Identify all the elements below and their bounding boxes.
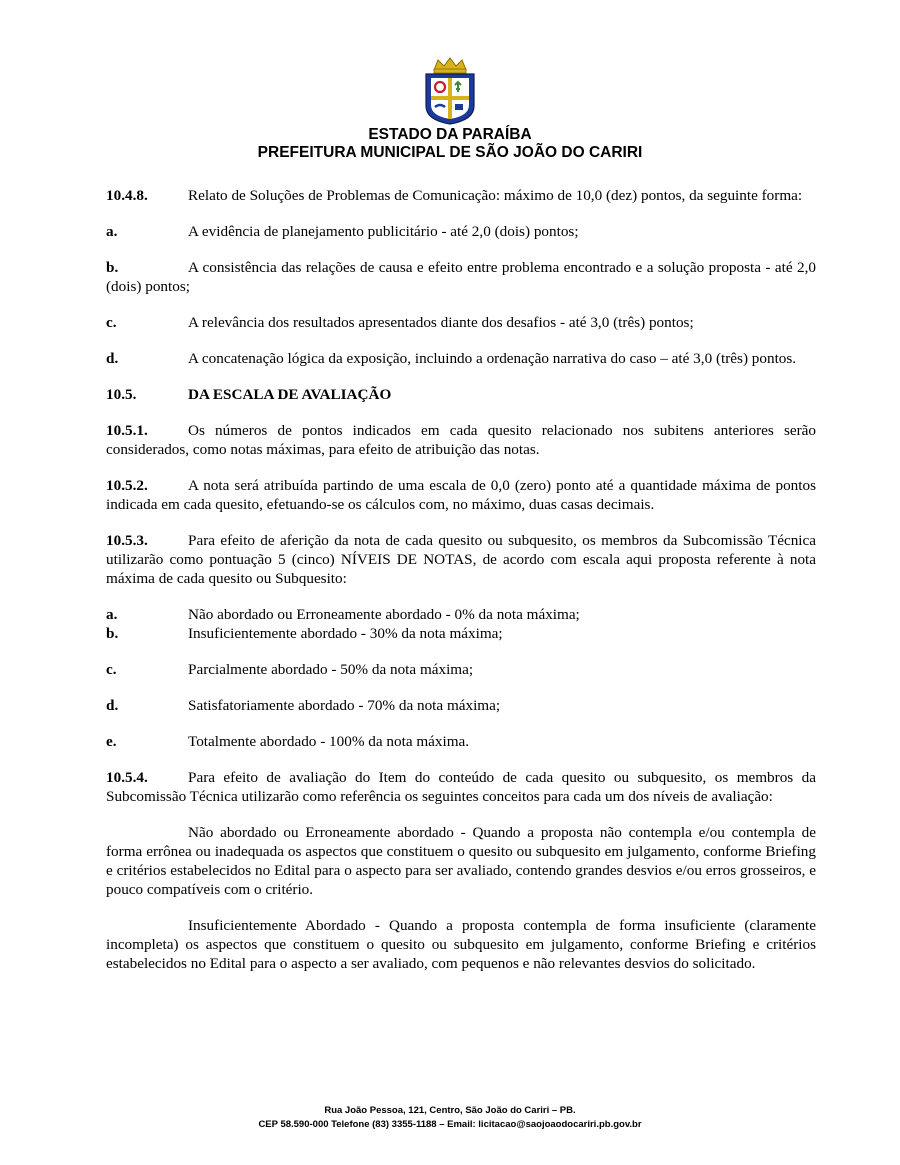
paragraph-10-5-1 bbox=[106, 421, 816, 459]
footer-contact: CEP 58.590-000 Telefone (83) 3355-1188 – Email: licitacao@saojoaodocariri.pb.gov.br bbox=[258, 1119, 642, 1130]
section-number: 10.5. bbox=[106, 386, 137, 403]
concept-paragraph-insufficient: Insuficientemente Abordado - Quando a proposta contempla de forma insuficiente (claramente incompleta) os aspectos que constituem o quesito ou subquesito em julgamento, conforme Briefing e critérios estabelecidos no Edital para o aspecto a ser avaliado, com pequenos e não relevantes desvios do solicitado. bbox=[106, 917, 816, 972]
paragraph-text: Relato de Soluções de Problemas de Comunicação: máximo de 10,0 (dez) pontos, da seguinte forma: bbox=[188, 187, 803, 204]
item-letter: b. bbox=[106, 625, 119, 642]
state-name: ESTADO DA PARAÍBA bbox=[368, 126, 532, 143]
list-item bbox=[106, 624, 816, 643]
item-text: Totalmente abordado - 100% da nota máxima. bbox=[188, 733, 470, 750]
paragraph-10-4-8 bbox=[106, 186, 816, 205]
item-text: A concatenação lógica da exposição, incluindo a ordenação narrativa do caso – até 3,0 (três) pontos. bbox=[188, 350, 797, 367]
list-item bbox=[106, 258, 816, 296]
item-letter: d. bbox=[106, 697, 119, 714]
coat-of-arms-icon bbox=[420, 56, 480, 126]
list-item bbox=[106, 660, 816, 679]
item-letter: b. bbox=[106, 259, 119, 276]
footer-address: Rua João Pessoa, 121, Centro, São João do Cariri – PB. bbox=[324, 1105, 576, 1116]
item-letter: c. bbox=[106, 314, 117, 331]
list-item bbox=[106, 696, 816, 715]
item-text: Não abordado ou Erroneamente abordado - 0% da nota máxima; bbox=[188, 606, 580, 623]
concept-paragraph-not-addressed: Não abordado ou Erroneamente abordado - Quando a proposta não contempla e/ou contempla de forma errônea ou inadequada os aspectos que constituem o quesito ou subquesito em julgamento, conforme Briefing e critérios estabelecidos no Edital para o aspecto para ser avaliado, contendo grandes desvios e/ou erros grosseiros, e pouco compatíveis com o critério. bbox=[106, 824, 816, 898]
list-item bbox=[106, 349, 816, 368]
item-letter: a. bbox=[106, 606, 118, 623]
list-item bbox=[106, 605, 816, 624]
paragraph-text: Para efeito de avaliação do Item do conteúdo de cada quesito ou subquesito, os membros da Subcomissão Técnica utilizarão como referência os seguintes conceitos para cada um dos níveis de avaliação: bbox=[106, 769, 816, 805]
item-text: Satisfatoriamente abordado - 70% da nota máxima; bbox=[188, 697, 501, 714]
section-number: 10.4.8. bbox=[106, 187, 148, 204]
item-text: Insuficientemente abordado - 30% da nota máxima; bbox=[188, 625, 503, 642]
item-text: A consistência das relações de causa e efeito entre problema encontrado e a solução proposta - até 2,0 (dois) pontos; bbox=[106, 259, 816, 295]
page-footer bbox=[0, 1104, 900, 1132]
paragraph-text: Os números de pontos indicados em cada quesito relacionado nos subitens anteriores serão considerados, como notas máximas, para efeito de atribuição das notas. bbox=[106, 422, 816, 458]
item-text: Parcialmente abordado - 50% da nota máxima; bbox=[188, 661, 474, 678]
section-title: DA ESCALA DE AVALIAÇÃO bbox=[188, 386, 392, 403]
paragraph-10-5-4 bbox=[106, 768, 816, 806]
section-number: 10.5.1. bbox=[106, 422, 148, 439]
list-item bbox=[106, 222, 816, 241]
item-letter: a. bbox=[106, 223, 118, 240]
list-item bbox=[106, 732, 816, 751]
section-number: 10.5.2. bbox=[106, 477, 148, 494]
paragraph-10-5-2 bbox=[106, 476, 816, 514]
list-item bbox=[106, 313, 816, 332]
paragraph-text: Para efeito de aferição da nota de cada quesito ou subquesito, os membros da Subcomissão Técnica utilizarão como pontuação 5 (cinco) NÍVEIS DE NOTAS, de acordo com escala aqui proposta referente à nota máxima de cada quesito ou Subquesito: bbox=[106, 532, 816, 587]
municipality-name: PREFEITURA MUNICIPAL DE SÃO JOÃO DO CARIRI bbox=[257, 144, 643, 161]
document-body bbox=[106, 186, 816, 990]
paragraph-text: A nota será atribuída partindo de uma escala de 0,0 (zero) ponto até a quantidade máxima de pontos indicada em cada quesito, efetuando-se os cálculos com, no máximo, duas casas decimais. bbox=[106, 477, 816, 513]
item-letter: d. bbox=[106, 350, 119, 367]
item-text: A evidência de planejamento publicitário - até 2,0 (dois) pontos; bbox=[188, 223, 579, 240]
item-text: A relevância dos resultados apresentados diante dos desafios - até 3,0 (três) pontos; bbox=[188, 314, 694, 331]
section-number: 10.5.4. bbox=[106, 769, 148, 786]
section-number: 10.5.3. bbox=[106, 532, 148, 549]
item-letter: c. bbox=[106, 661, 117, 678]
item-letter: e. bbox=[106, 733, 117, 750]
paragraph-10-5-3 bbox=[106, 531, 816, 588]
section-heading-10-5 bbox=[106, 385, 816, 404]
page-header bbox=[0, 56, 900, 162]
